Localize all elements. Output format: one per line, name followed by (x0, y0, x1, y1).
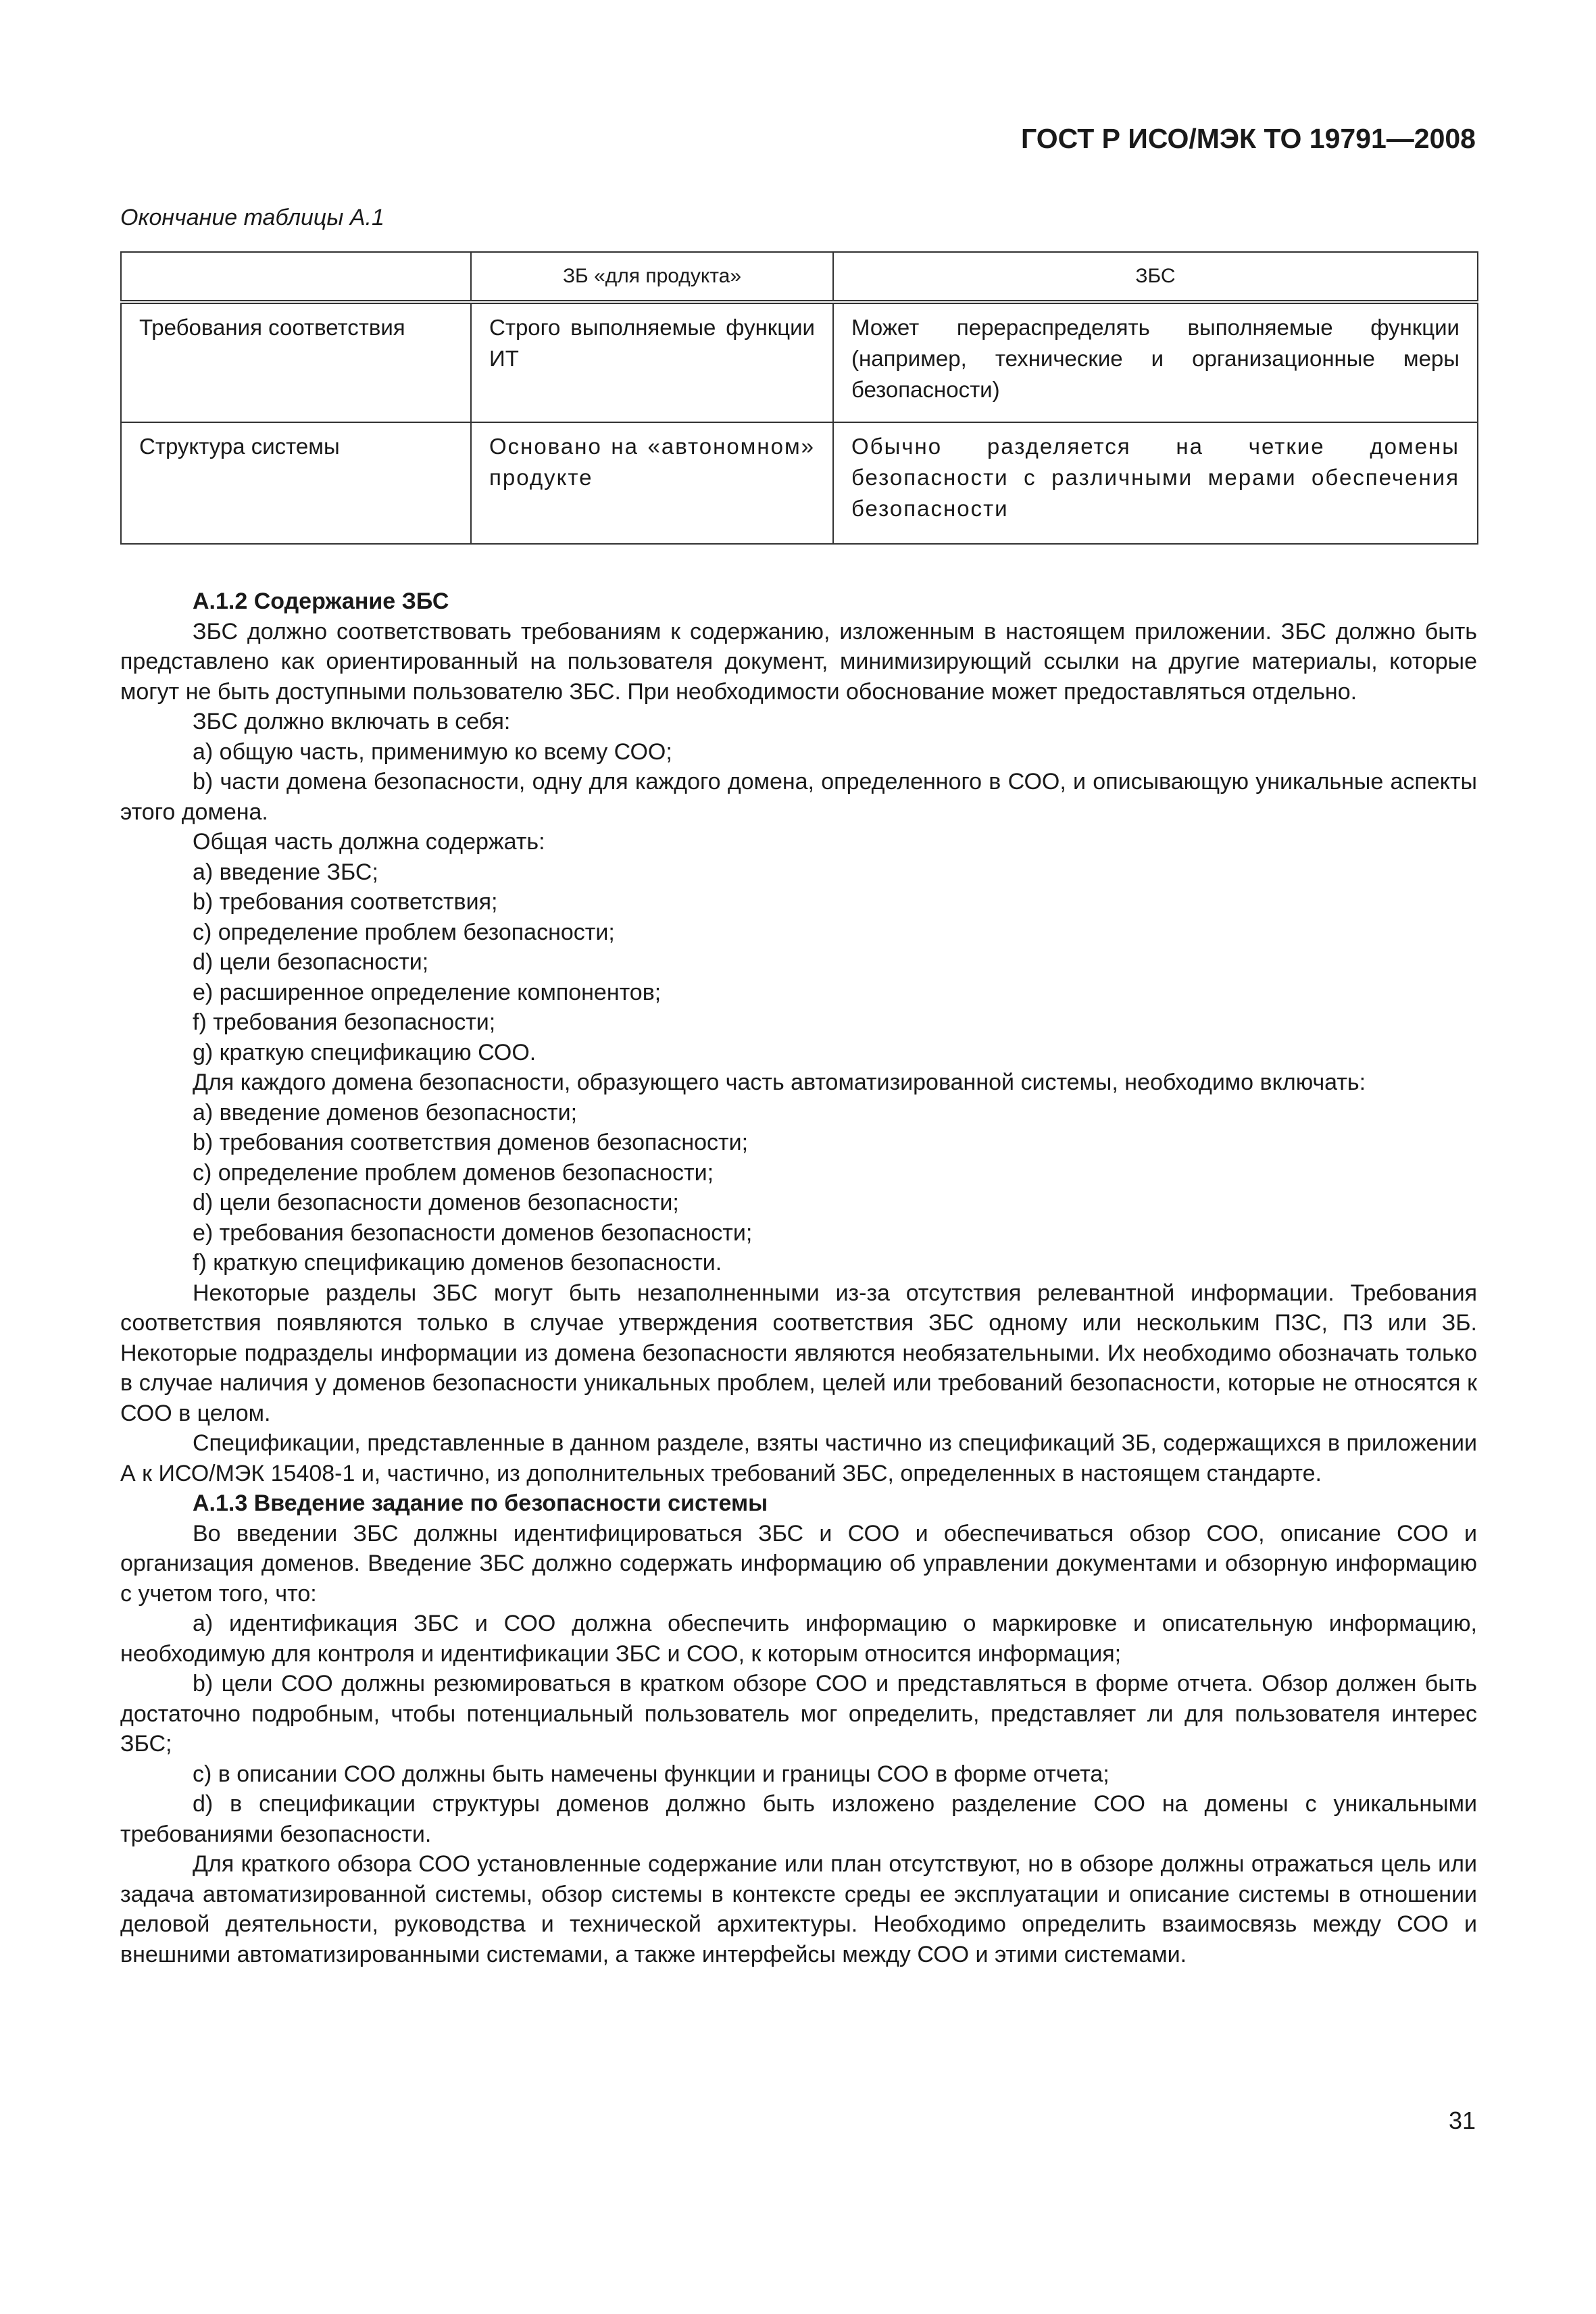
comparison-table (120, 251, 1478, 545)
list-item: f) требования безопасности; (193, 1009, 496, 1035)
table-header-row (121, 252, 1478, 302)
list-item: b) требования соответствия; (193, 889, 498, 915)
list-item: b) части домена безопасности, одну для каждого домена, определенного в СОО, и описывающую уникальные аспекты этого домена. (120, 769, 1477, 825)
body-text (120, 586, 1477, 1969)
paragraph: Для каждого домена безопасности, образующего часть автоматизированной системы, необходимо включать: (193, 1070, 1366, 1095)
table-cell-product: Строго выполняемые функции ИТ (471, 302, 833, 422)
list-item: d) в спецификации структуры доменов должно быть изложено разделение СОО на домены с уникальными требованиями безопасности. (120, 1791, 1477, 1847)
paragraph: Общая часть должна содержать: (193, 829, 545, 855)
list-item: d) цели безопасности; (193, 949, 429, 975)
paragraph: Для краткого обзора СОО установленные содержание или план отсутствуют, но в обзоре должны отражаться цель или задача автоматизированной системы, обзор системы в контексте среды ее эксплуатации и описание системы в отношении деловой деятельности, руководства и технической архитектуры. Необходимо определить взаимосвязь между СОО и внешними автоматизированными системами, а также интерфейсы между СОО и этими системами. (120, 1851, 1477, 1967)
paragraph: Спецификации, представленные в данном разделе, взяты частично из спецификаций ЗБ, содержащихся в приложении А к ИСО/МЭК 15408-1 и, частично, из дополнительных требований ЗБС, определенных в настоящем стандарте. (120, 1430, 1477, 1486)
list-item: а) идентификация ЗБС и СОО должна обеспечить информацию о маркировке и описательную информацию, необходимую для контроля и идентификации ЗБС и СОО, к которым относится информация; (120, 1611, 1477, 1667)
table-header-product: ЗБ «для продукта» (471, 252, 833, 302)
list-item: e) расширенное определение компонентов; (193, 979, 662, 1005)
list-item: e) требования безопасности доменов безопасности; (193, 1219, 753, 1246)
section-heading: A.1.2 Содержание ЗБС (193, 588, 449, 614)
list-item: c) определение проблем доменов безопасности; (193, 1159, 714, 1186)
paragraph: Во введении ЗБС должны идентифицироваться ЗБС и СОО и обеспечиваться обзор СОО, описание СОО и организация доменов. Введение ЗБС должно содержать информацию об управлении документами и обзорную информацию с учетом того, что: (120, 1520, 1477, 1607)
list-item: c) определение проблем безопасности; (193, 919, 615, 945)
list-item: d) цели безопасности доменов безопасности; (193, 1190, 679, 1215)
table-cell-label: Требования соответствия (121, 302, 471, 422)
section-heading: A.1.3 Введение задание по безопасности системы (193, 1490, 768, 1516)
table-row (121, 422, 1478, 544)
list-item: c) в описании СОО должны быть намечены функции и границы СОО в форме отчета; (193, 1761, 1109, 1787)
paragraph: ЗБС должно включать в себя: (193, 709, 511, 734)
table-header-empty (121, 252, 471, 302)
paragraph: ЗБС должно соответствовать требованиям к содержанию, изложенным в настоящем приложении. ЗБС должно быть представлено как ориентированный на пользователя документ, минимизирующий ссылки на другие материалы, которые могут не быть доступными пользователю ЗБС. При необходимости обоснование может предоставляться отдельно. (120, 618, 1477, 705)
list-item: а) введение доменов безопасности; (193, 1099, 578, 1126)
list-item: а) введение ЗБС; (193, 859, 378, 885)
document-code-header: ГОСТ Р ИСО/МЭК ТО 19791—2008 (1021, 123, 1476, 154)
table-cell-system: Может перераспределять выполняемые функции (например, технические и организационные меры безопасности) (833, 302, 1478, 422)
table-header-system: ЗБС (833, 252, 1478, 302)
list-item: b) цели СОО должны резюмироваться в кратком обзоре СОО и представляться в форме отчета. Обзор должен быть достаточно подробным, чтобы потенциальный пользователь мог определить, представляет ли для пользователя интерес ЗБС; (120, 1671, 1477, 1757)
page-number: 31 (1448, 2107, 1476, 2134)
table-cell-product: Основано на «автономном» продукте (471, 422, 833, 544)
list-item: f) краткую спецификацию доменов безопасности. (193, 1250, 722, 1276)
list-item: g) краткую спецификацию СОО. (193, 1039, 537, 1065)
list-item: b) требования соответствия доменов безопасности; (193, 1130, 749, 1155)
paragraph: Некоторые разделы ЗБС могут быть незаполненными из-за отсутствия релевантной информации. Требования соответствия появляются только в случае утверждения соответствия ЗБС одному или нескольким ПЗС, ПЗ или ЗБ. Некоторые подразделы информации из домена безопасности являются необязательными. Их необходимо обозначать только в случае наличия у доменов безопасности уникальных проблем, целей или требований безопасности, которые не относятся к СОО в целом. (120, 1280, 1477, 1426)
list-item: а) общую часть, применимую ко всему СОО; (193, 738, 672, 765)
table-row (121, 302, 1478, 422)
table-cell-system: Обычно разделяется на четкие домены безопасности с различными мерами обеспечения безопасности (833, 422, 1478, 544)
table-cell-label: Структура системы (121, 422, 471, 544)
table-caption: Окончание таблицы А.1 (120, 205, 384, 230)
